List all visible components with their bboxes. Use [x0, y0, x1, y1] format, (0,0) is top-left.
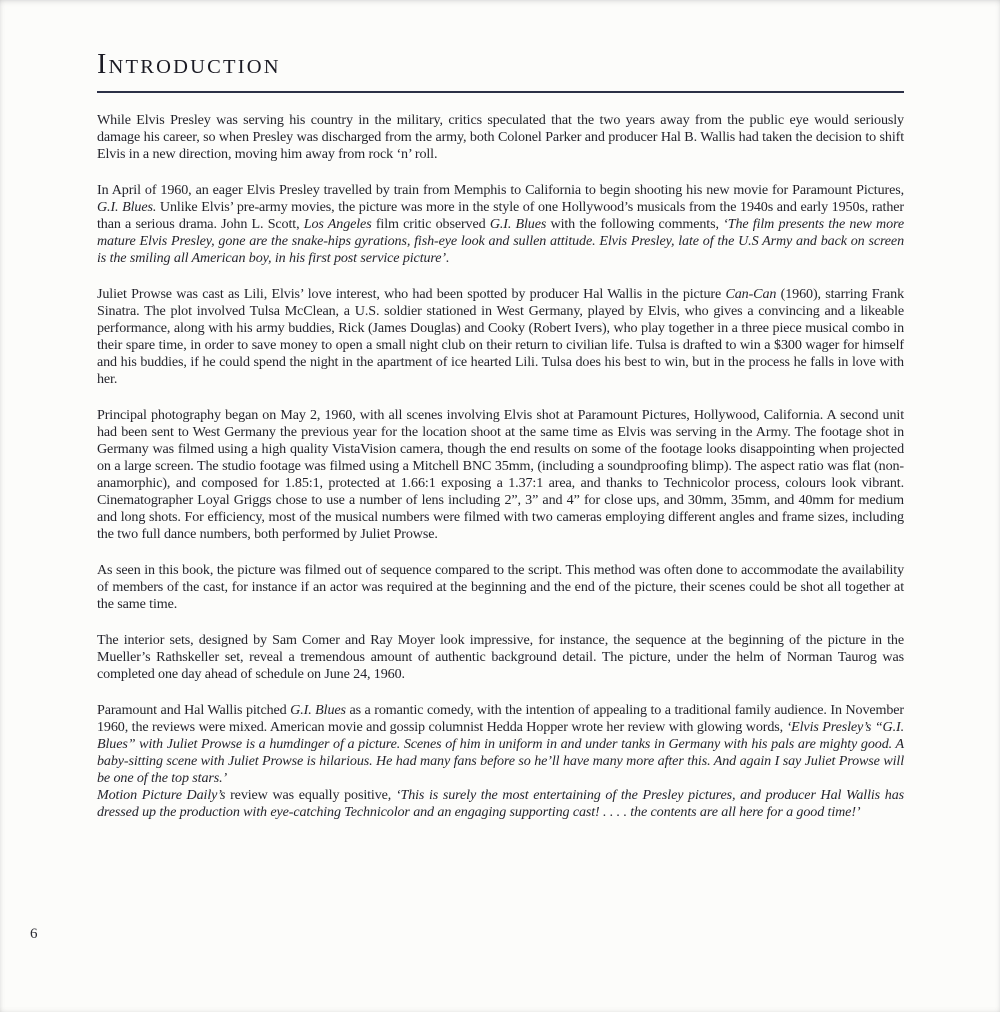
paragraph-4	[97, 407, 904, 543]
text-run: ‘The film presents the new more mature Elvis Presley, gone are the snake-hips gyrations, fish-eye look and sullen attitude. Elvis Presley, late of the U.S Army and back on screen is the smiling all American boy, in his first post service picture’.	[97, 216, 904, 266]
text-run: Los Angeles	[303, 216, 372, 232]
text-run: In April of 1960, an eager Elvis Presley travelled by train from Memphis to California to begin shooting his new movie for Paramount Pictures,	[97, 182, 904, 198]
page-title	[97, 46, 904, 79]
title-rule	[97, 91, 904, 93]
text-run: review was equally positive,	[225, 787, 396, 803]
body-text	[97, 112, 904, 821]
text-run: Motion Picture Daily’s	[97, 787, 226, 803]
text-run: as a romantic comedy, with the intention of appealing to a traditional family audience. In November 1960, the reviews were mixed. American movie and gossip columnist Hedda Hopper wrote her review with glowing words,	[97, 702, 904, 735]
paragraph-2	[97, 182, 904, 267]
text-run: Unlike Elvis’ pre-army movies, the picture was more in the style of one Hollywood’s musicals from the 1940s and early 1950s, rather than a serious drama. John L. Scott,	[97, 199, 904, 232]
text-run: Paramount and Hal Wallis pitched	[97, 702, 291, 718]
text-run: Principal photography began on May 2, 1960, with all scenes involving Elvis shot at Paramount Pictures, Hollywood, California. A second unit had been sent to West Germany the previous year for the location shoot at the same time as Elvis was serving in the Army. The footage shot in Germany was filmed using a high quality VistaVision camera, though the end results on some of the footage looks disappointing when projected on a large screen. The studio footage was filmed using a Mitchell BNC 35mm, (including a soundproofing blimp). The aspect ratio was flat (non-anamorphic), and composed for 1.85:1, protected at 1.66:1 exposing a 1.37:1 area, and thanks to Technicolor process, colours look vibrant. Cinematographer Loyal Griggs chose to use a number of lens including 2”, 3” and 4” for close ups, and 30mm, 35mm, and 40mm for medium and long shots. For efficiency, most of the musical numbers were filmed with two cameras employing different angles and frame sizes, including the two full dance numbers, both performed by Juliet Prowse.	[97, 407, 904, 542]
text-run: Juliet Prowse was cast as Lili, Elvis’ love interest, who had been spotted by producer Hal Wallis in the picture	[97, 286, 726, 302]
text-run: The interior sets, designed by Sam Comer and Ray Moyer look impressive, for instance, the sequence at the beginning of the picture in the Mueller’s Rathskeller set, reveal a tremendous amount of authentic background detail. The picture, under the helm of Norman Taurog was completed one day ahead of schedule on June 24, 1960.	[97, 632, 904, 682]
text-run: Can-Can	[725, 286, 777, 302]
page-header	[97, 46, 904, 93]
paragraph-7	[97, 702, 904, 821]
title-initial: I	[97, 49, 109, 80]
text-run: G.I. Blues	[290, 702, 346, 718]
text-run: G.I. Blues	[489, 216, 547, 232]
paragraph-1	[97, 112, 904, 163]
paragraph-6	[97, 632, 904, 683]
text-run: G.I. Blues.	[97, 199, 157, 215]
page-number: 6	[30, 926, 38, 942]
title-rest: NTRODUCTION	[108, 56, 281, 78]
text-run: film critic observed	[371, 216, 490, 232]
text-run: ‘This is surely the most entertaining of the Presley pictures, and producer Hal Wallis has dressed up the production with eye-catching Technicolor and an engaging supporting cast! . . . . the contents are all here for a good time!’	[97, 787, 904, 820]
page-content	[97, 46, 904, 821]
paragraph-3	[97, 286, 904, 388]
text-run: As seen in this book, the picture was filmed out of sequence compared to the script. This method was often done to accommodate the availability of members of the cast, for instance if an actor was required at the beginning and the end of the picture, their scenes could be shot all together at the same time.	[97, 562, 904, 612]
text-run: with the following comments,	[546, 216, 724, 232]
text-run: While Elvis Presley was serving his country in the military, critics speculated that the two years away from the public eye would seriously damage his career, so when Presley was discharged from the army, both Colonel Parker and producer Hal B. Wallis had taken the decision to shift Elvis in a new direction, moving him away from rock ‘n’ roll.	[97, 112, 904, 162]
text-run: ‘Elvis Presley’s “G.I. Blues” with Juliet Prowse is a humdinger of a picture. Scenes of him in uniform in and under tanks in Germany with his pals are mighty good. A baby-sitting scene with Juliet Prowse is hilarious. He had many fans before so he’ll have many more after this. And again I say Juliet Prowse will be one of the top stars.’	[97, 719, 904, 786]
text-run: (1960), starring Frank Sinatra. The plot involved Tulsa McClean, a U.S. soldier stationed in West Germany, played by Elvis, who gives a convincing and a likeable performance, along with his army buddies, Rick (James Douglas) and Cooky (Robert Ivers), who play together in a three piece musical combo in their spare time, in order to save money to open a small night club on their return to civilian life. Tulsa is drafted to win a $300 wager for himself and his buddies, if he could spend the night in the apartment of ice hearted Lili. Tulsa does his best to win, but in the process he falls in love with her.	[97, 286, 905, 387]
paragraph-5	[97, 562, 904, 613]
